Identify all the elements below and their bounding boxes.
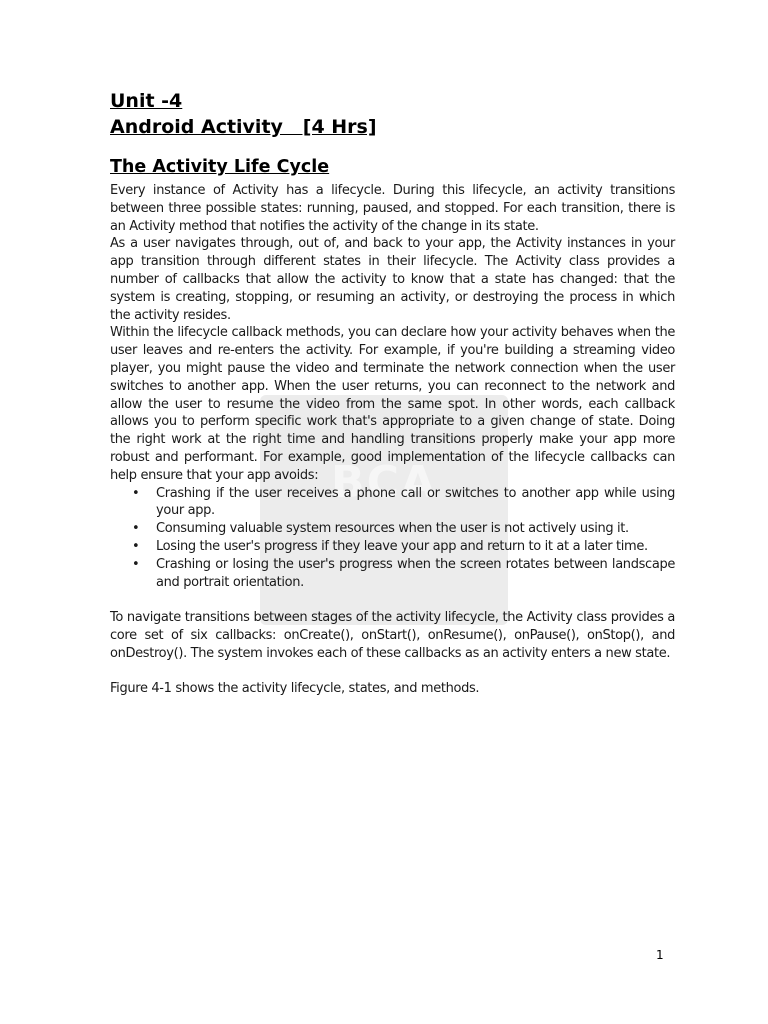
- paragraph-callbacks-behavior: Within the lifecycle callback methods, you can declare how your activity behaves when the user leaves and re-enters the activity. For example, if you're building a streaming video player, you might pause the video and terminate the network connection when the user switches to another app. When the user returns, you can reconnect to the network and allow the user to resume the video from the same spot. In other words, each callback allows you to perform specific work that's appropriate to a given change of state. Doing the right work at the right time and handling transitions properly make your app more robust and performant. For example, good implementation of the lifecycle callbacks can help ensure that your app avoids:: [110, 325, 675, 483]
- paragraph-lifecycle-intro: Every instance of Activity has a lifecycle. During this lifecycle, an activity transitions between three possible states: running, paused, and stopped. For each transition, there is an Activity method that notifies the activity of the change in its state.: [110, 183, 675, 234]
- section-title: The Activity Life Cycle: [110, 157, 330, 177]
- watermark-text: BCA: [331, 457, 437, 508]
- page-number: 1: [656, 948, 664, 962]
- spacer: [110, 591, 675, 609]
- figure-reference: Figure 4-1 shows the activity lifecycle, states, and methods.: [110, 681, 480, 697]
- paragraph-six-callbacks: To navigate transitions between stages of the activity lifecycle, the Activity class provides a core set of six callbacks: onCreate(), onStart(), onResume(), onPause(), onStop(), and onDestroy(). The system invokes each of these callbacks as an activity enters a new state.: [110, 610, 675, 661]
- avoid-list: [110, 485, 675, 592]
- chapter-title: Android Activity [4 Hrs]: [110, 116, 377, 138]
- list-item: • Consuming valuable system resources when the user is not actively using it.: [156, 520, 675, 538]
- list-item: • Crashing or losing the user's progress when the screen rotates between landscape and portrait orientation.: [156, 556, 675, 592]
- unit-title: Unit -4: [110, 90, 183, 112]
- paragraph-navigation: As a user navigates through, out of, and back to your app, the Activity instances in your app transition through different states in their lifecycle. The Activity class provides a number of callbacks that allow the activity to know that a state has changed: that the system is creating, stopping, or resuming an activity, or destroying the process in which the activity resides.: [110, 236, 675, 323]
- list-item: • Losing the user's progress if they leave your app and return to it at a later time.: [156, 538, 675, 556]
- list-item: • Crashing if the user receives a phone call or switches to another app while using your app.: [156, 485, 675, 521]
- spacer: [110, 663, 675, 681]
- document-page: [110, 88, 675, 698]
